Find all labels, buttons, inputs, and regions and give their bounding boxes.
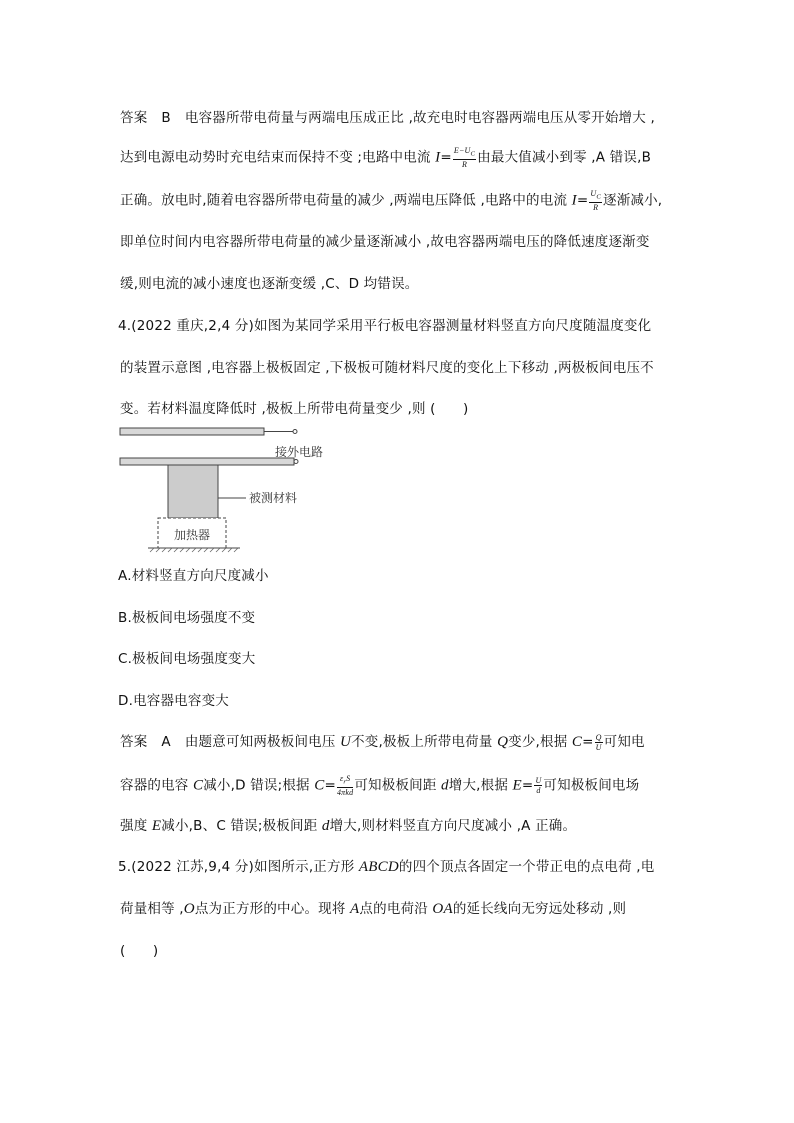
fraction-q-over-u [595, 733, 603, 752]
answer-q4-line2 [120, 774, 639, 797]
fraction-denominator: R [593, 202, 599, 212]
text-run: 由题意可知两极板间电压 [184, 734, 341, 750]
equals: = [582, 734, 594, 750]
text-run: 逐渐减小, [603, 192, 663, 209]
num-s: S [346, 774, 351, 783]
text-run: 减小,D 错误;根据 [203, 777, 315, 794]
text-run: 可知极板间电场 [543, 777, 640, 794]
var-C: C [314, 777, 325, 794]
equals: = [440, 149, 452, 166]
text-run: 强度 [120, 818, 152, 834]
fraction-denominator: U [595, 742, 602, 752]
text-run: 增大,根据 [448, 777, 513, 794]
var-OA: OA [432, 901, 453, 917]
answer-letter: B [161, 110, 171, 126]
var-C: C [193, 777, 204, 794]
var-E: E [151, 818, 162, 834]
answer-letter: A [161, 734, 171, 750]
var-A: A [350, 901, 360, 917]
text-run: 点为正方形的中心。现将 [194, 901, 351, 917]
text-run: 荷量相等 , [120, 901, 184, 917]
text-run: 5.(2022 江苏,9,4 分)如图所示,正方形 [118, 859, 359, 875]
fraction-numerator [453, 146, 476, 160]
fraction-numerator [337, 774, 353, 788]
answer-q4-line1 [120, 732, 645, 752]
label-material: 被测材料 [249, 491, 298, 505]
text-run: 变少,根据 [508, 734, 572, 750]
fraction-capacitance [337, 774, 353, 797]
answer-q3-line4: 即单位时间内电容器所带电荷量的减少量逐渐减小 ,故电容器两端电压的降低速度逐渐变 [120, 234, 650, 250]
var-d: d [441, 777, 449, 794]
lower-plate [120, 458, 294, 465]
question-4-line2: 的装置示意图 ,电容器上极板固定 ,下极板可随材料尺度的变化上下移动 ,两极板间电压不 [120, 360, 654, 376]
equals: = [521, 777, 534, 794]
var-ABCD: ABCD [358, 859, 399, 875]
text-run: 的延长线向无穷远处移动 ,则 [452, 901, 627, 917]
num-sub: C [470, 150, 476, 158]
option-b: B.极板间电场强度不变 [118, 610, 256, 626]
text-run: 达到电源电动势时充电结束而保持不变 ;电路中电流 [120, 149, 436, 166]
num-text: E−U [453, 146, 471, 155]
var-O: O [183, 901, 195, 917]
option-c: C.极板间电场强度变大 [118, 651, 256, 667]
text-run: 点的电荷沿 [359, 901, 433, 917]
answer-q3-line2 [120, 146, 651, 169]
answer-label: 答案 [120, 734, 148, 750]
var-I: I [435, 149, 441, 166]
measured-material [168, 465, 218, 518]
fraction-numerator: U [535, 775, 542, 785]
answer-label: 答案 [120, 110, 148, 126]
upper-plate [120, 428, 264, 435]
num-sub: C [596, 193, 601, 201]
var-Q: Q [497, 734, 509, 750]
text-run: 减小,B、C 错误;极板间距 [161, 818, 322, 834]
fraction-u-over-d [534, 776, 542, 795]
fraction-numerator [589, 189, 602, 203]
label-external-circuit: 接外电路 [275, 445, 324, 459]
text-run: 的四个顶点各固定一个带正电的点电荷 ,电 [398, 859, 655, 875]
text-run: 正确。放电时,随着电容器所带电荷量的减少 ,两端电压降低 ,电路中的电流 [120, 192, 572, 209]
text-run: 增大,则材料竖直方向尺度减小 ,A 正确。 [329, 818, 577, 834]
equals: = [576, 192, 589, 209]
text-run: 不变,极板上所带电荷量 [351, 734, 498, 750]
text-run: 可知电 [603, 734, 645, 750]
var-U: U [340, 734, 352, 750]
text-run: 容器的电容 [120, 777, 193, 794]
fraction-denominator: R [461, 159, 468, 169]
capacitor-apparatus-diagram [118, 424, 348, 554]
question-4-line1: 4.(2022 重庆,2,4 分)如图为某同学采用平行板电容器测量材料竖直方向尺度随温度变化 [118, 318, 652, 334]
num-text: U [590, 189, 597, 198]
fraction-numerator: Q [595, 732, 602, 742]
fraction-denominator: d [536, 785, 541, 795]
var-I: I [571, 192, 577, 209]
answer-text: 电容器所带电荷量与两端电压成正比 ,故充电时电容器两端电压从零开始增大 , [184, 110, 655, 126]
option-d: D.电容器电容变大 [118, 693, 229, 709]
answer-q3-line5: 缓,则电流的减小速度也逐渐变缓 ,C、D 均错误。 [120, 276, 419, 292]
option-a: A.材料竖直方向尺度减小 [118, 568, 269, 584]
terminal-lower [294, 460, 298, 464]
num-sub: r [343, 778, 347, 786]
answer-q3-line3 [120, 189, 662, 212]
ground-hatching [150, 548, 238, 552]
question-4-line3: 变。若材料温度降低时 ,极板上所带电荷量变少 ,则 ( ) [120, 401, 469, 417]
question-5-answer-blank: ( ) [120, 943, 159, 959]
answer-q3-line1 [120, 108, 655, 128]
question-5-line1 [118, 857, 654, 877]
var-d: d [321, 818, 330, 834]
text-run: 可知极板间距 [354, 777, 442, 794]
question-5-line2 [120, 899, 626, 919]
var-E: E [512, 777, 522, 794]
num-epsilon: ε [339, 774, 344, 783]
fraction-current [589, 189, 602, 212]
fraction-current [453, 146, 476, 169]
fraction-denominator: 4πkd [336, 787, 354, 797]
var-C: C [571, 734, 583, 750]
answer-q4-line3 [120, 816, 576, 836]
label-heater: 加热器 [174, 528, 211, 542]
equals: = [324, 777, 336, 794]
terminal-upper [293, 430, 297, 434]
text-run: 由最大值减小到零 ,A 错误,B [477, 149, 652, 166]
